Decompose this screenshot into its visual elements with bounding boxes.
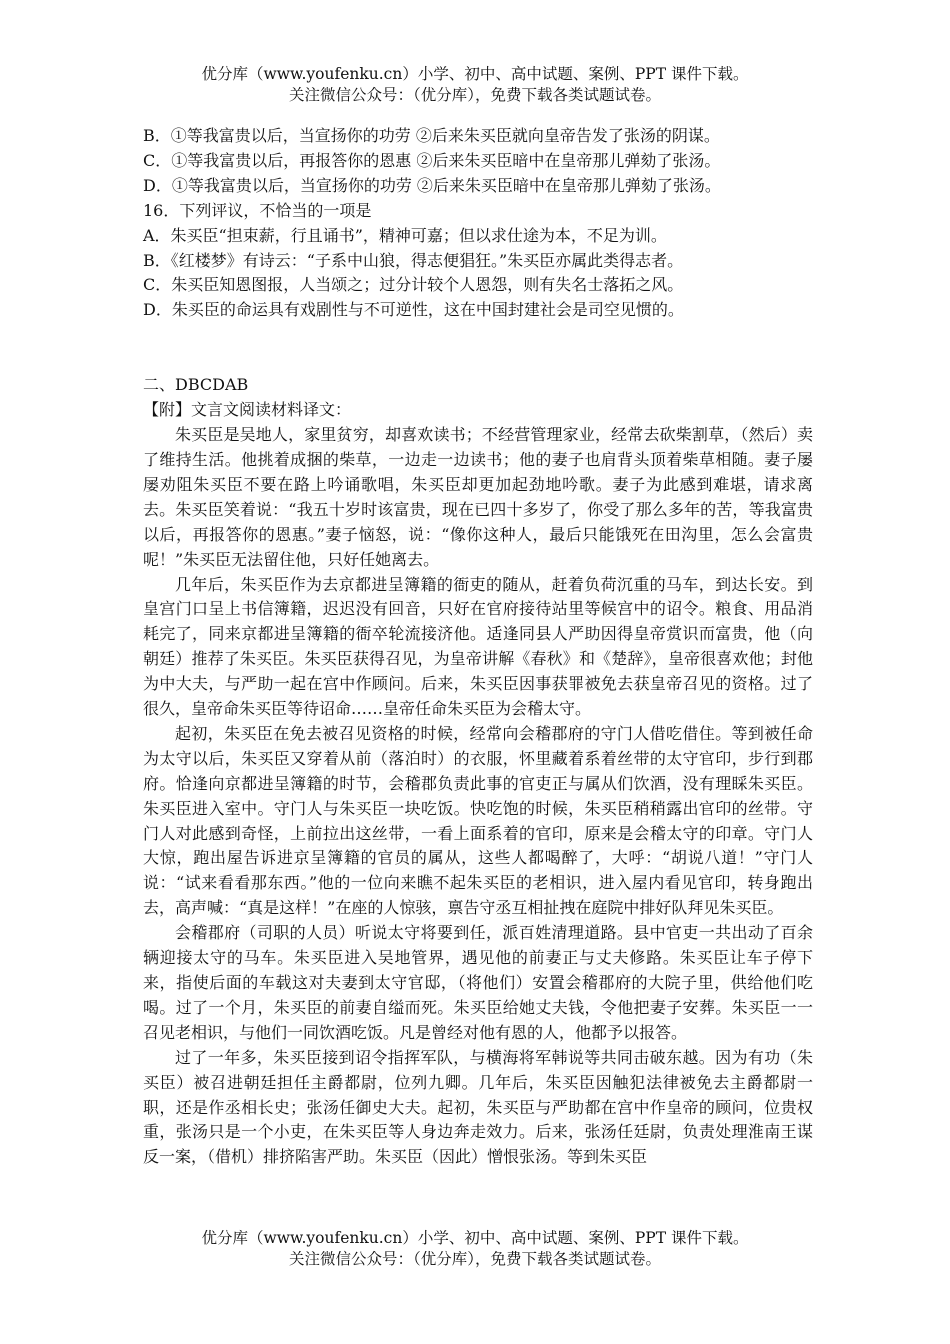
- section-gap: [143, 323, 813, 373]
- q16-option-d: D．朱买臣的命运具有戏剧性与不可逆性，这在中国封建社会是司空见惯的。: [143, 300, 684, 320]
- q16-option-c: C．朱买臣知恩图报，人当颂之；过分计较个人恩怨，则有失名士落拓之风。: [143, 275, 684, 295]
- q15-option-b: B．①等我富贵以后，当宣扬你的功劳 ②后来朱买臣就向皇帝告发了张汤的阴谋。: [143, 126, 720, 145]
- page-header: [0, 64, 950, 106]
- q15-option-c: C．①等我富贵以后，再报答你的恩惠 ②后来朱买臣暗中在皇帝那儿弹劾了张汤。: [143, 150, 721, 170]
- document-body: [143, 124, 813, 1170]
- translation-paragraph-3: 起初，朱买臣在免去被召见资格的时候，经常向会稽郡府的守门人借吃借住。等到被任命为太守以后，朱买臣又穿着从前（落泊时）的衣服，怀里藏着系着丝带的太守官印，步行到郡府。恰逢向京都进呈簿籍的时节，会稽郡负责此事的官吏正与属从们饮酒，没有理睬朱买臣。朱买臣进入室中。守门人与朱买臣一块吃饭。快吃饱的时候，朱买臣稍稍露出官印的丝带。守门人对此感到奇怪，上前拉出这丝带，一看上面系着的官印，原来是会稽太守的印章。守门人大惊，跑出屋告诉进京呈簿籍的官员的属从，这些人都喝醉了，大呼：“胡说八道！”守门人说：“试来看看那东西。”他的一位向来瞧不起朱买臣的老相识，进入屋内看见官印，转身跑出去，高声喊：“真是这样！”在座的人惊骇，禀告守丞互相扯拽在庭院中排好队拜见朱买臣。: [143, 723, 813, 918]
- translation-paragraph-1: 朱买臣是吴地人，家里贫穷，却喜欢读书；不经营管理家业，经常去砍柴割草，（然后）卖了维持生活。他挑着成捆的柴草，一边走一边读书；他的妻子也肩背头顶着柴草相随。妻子屡屡劝阻朱买臣不要在路上吟诵歌唱，朱买臣却更加起劲地吟歌。妻子为此感到难堪，请求离去。朱买臣笑着说：“我五十岁时该富贵，现在已四十多岁了，你受了那么多年的苦，等我富贵以后，再报答你的恩惠。”妻子恼怒，说：“像你这种人，最后只能饿死在田沟里，怎么会富贵呢！”朱买臣无法留住他，只好任她离去。: [143, 425, 813, 569]
- answer-key: 二、DBCDAB: [143, 375, 249, 395]
- header-line-2: 关注微信公众号：（优分库），免费下载各类试题试卷。: [288, 86, 661, 104]
- header-line-1: 优分库（www.youfenku.cn）小学、初中、高中试题、案例、PPT 课件下载。: [201, 65, 749, 83]
- q16-stem: 16．下列评议，不恰当的一项是: [143, 200, 372, 220]
- appendix-title: 【附】文言文阅读材料译文：: [143, 400, 352, 420]
- translation-paragraph-4: 会稽郡府（司职的人员）听说太守将要到任，派百姓清理道路。县中官吏一共出动了百余辆迎接太守的马车。朱买臣进入吴地管界，遇见他的前妻正与丈夫修路。朱买臣让车子停下来，指使后面的车载这对夫妻到太守官邸，（将他们）安置会稽郡府的大院子里，供给他们吃喝。过了一个月，朱买臣的前妻自缢而死。朱买臣给她丈夫钱，令他把妻子安葬。朱买臣一一召见老相识，与他们一同饮酒吃饭。凡是曾经对他有恩的人，他都予以报答。: [143, 923, 813, 1042]
- footer-line-1: 优分库（www.youfenku.cn）小学、初中、高中试题、案例、PPT 课件下载。: [201, 1229, 749, 1247]
- translation-paragraph-5: 过了一年多，朱买臣接到诏令指挥军队，与横海将军韩说等共同击破东越。因为有功（朱买臣）被召进朝廷担任主爵都尉，位列九卿。几年后，朱买臣因触犯法律被免去主爵都尉一职，还是作丞相长史；张汤任御史大夫。起初，朱买臣与严助都在宫中作皇帝的顾问，位贵权重，张汤只是一个小吏，在朱买臣等人身边奔走效力。后来，张汤任廷尉，负责处理淮南王谋反一案，（借机）排挤陷害严助。朱买臣（因此）憎恨张汤。等到朱买臣: [143, 1047, 813, 1167]
- page-footer: [0, 1228, 950, 1270]
- q16-option-b: B．《红楼梦》有诗云：“子系中山狼，得志便猖狂。”朱买臣亦属此类得志者。: [143, 250, 684, 270]
- footer-line-2: 关注微信公众号：（优分库），免费下载各类试题试卷。: [288, 1250, 661, 1268]
- translation-paragraph-2: 几年后，朱买臣作为去京都进呈簿籍的衙吏的随从，赶着负荷沉重的马车，到达长安。到皇宫门口呈上书信簿籍，迟迟没有回音，只好在官府接待站里等候宫中的诏令。粮食、用品消耗完了，同来京都进呈簿籍的衙卒轮流接济他。适逢同县人严助因得皇帝赏识而富贵，他（向朝廷）推荐了朱买臣。朱买臣获得召见，为皇帝讲解《春秋》和《楚辞》，皇帝很喜欢他；封他为中大夫，与严助一起在宫中作顾问。后来，朱买臣因事获罪被免去获皇帝召见的资格。过了很久，皇帝命朱买臣等待诏命……皇帝任命朱买臣为会稽太守。: [143, 574, 813, 719]
- q16-option-a: A．朱买臣“担束薪，行且诵书”，精神可嘉；但以求仕途为本，不足为训。: [143, 225, 667, 245]
- q15-option-d: D．①等我富贵以后，当宣扬你的功劳 ②后来朱买臣暗中在皇帝那儿弹劾了张汤。: [143, 175, 721, 195]
